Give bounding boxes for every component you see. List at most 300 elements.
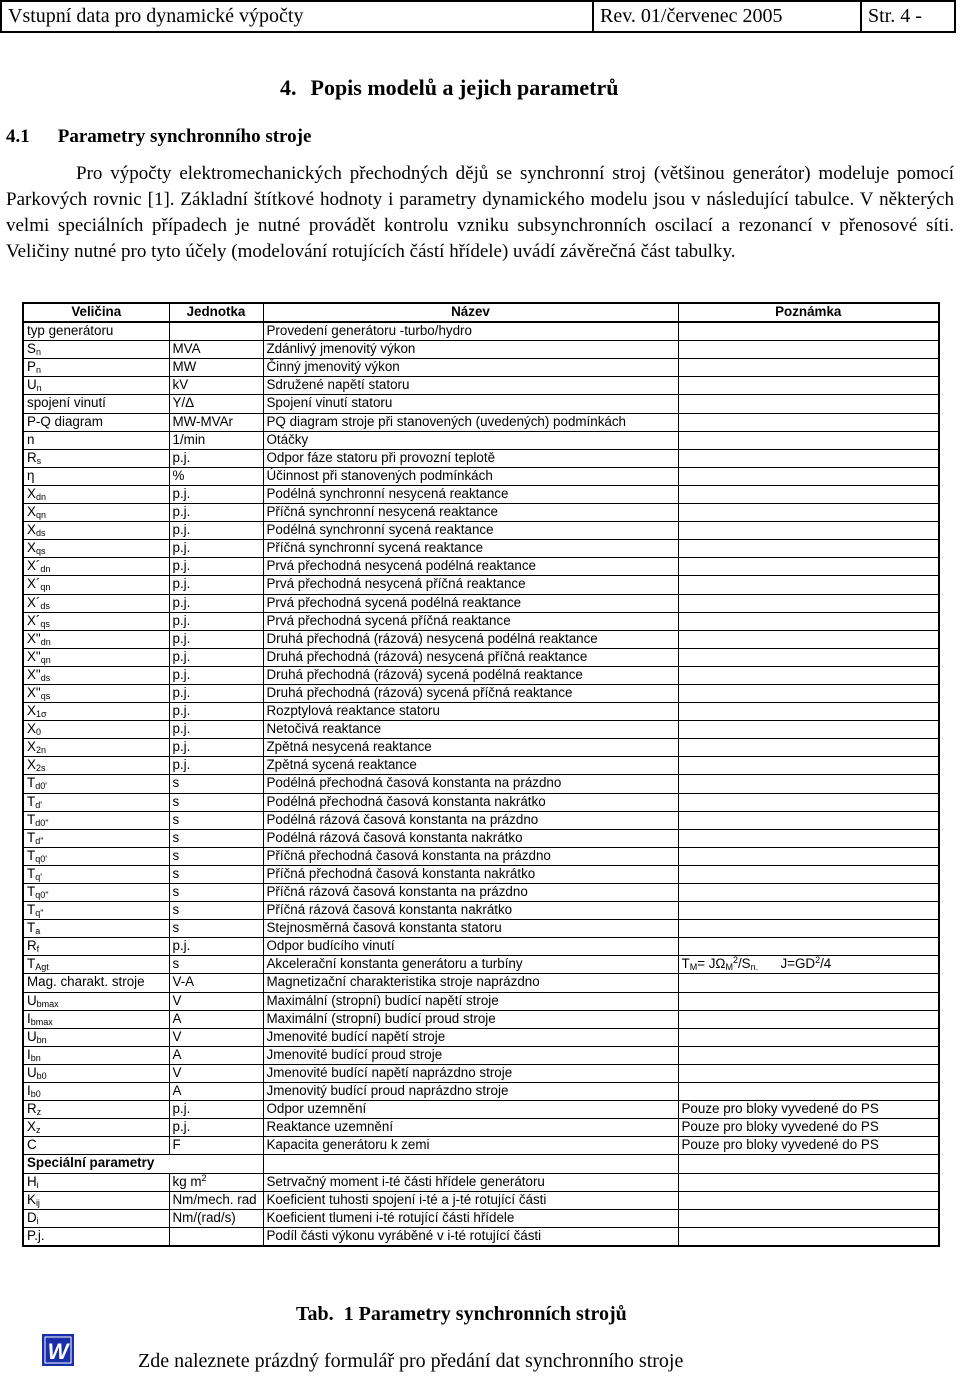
table-row	[23, 1209, 939, 1227]
table-row	[23, 793, 939, 811]
quantity-symbol: T	[27, 829, 36, 845]
cell-unit: F	[169, 1137, 263, 1155]
cell-unit: p.j.	[169, 938, 263, 956]
cell-unit: s	[169, 793, 263, 811]
table-row	[23, 992, 939, 1010]
cell-unit: V-A	[169, 974, 263, 992]
quantity-symbol: n	[27, 431, 35, 447]
cell-name: Netočivá reaktance	[263, 721, 678, 739]
quantity-symbol: T	[27, 775, 36, 791]
cell-quantity	[23, 902, 169, 920]
cell-name: Reaktance uzemnění	[263, 1119, 678, 1137]
quantity-symbol: X	[27, 739, 36, 755]
formula-part: /S	[737, 956, 751, 972]
cell-quantity	[23, 1083, 169, 1101]
cell-note	[678, 902, 939, 920]
cell-name: Jmenovité budící proud stroje	[263, 1046, 678, 1064]
note-text: Pouze pro bloky vyvedené do PS	[681, 1101, 879, 1117]
quantity-subscript: b0	[30, 1089, 41, 1100]
quantity-symbol: X	[27, 757, 36, 773]
cell-unit: Nm/(rad/s)	[169, 1209, 263, 1227]
quantity-symbol: spojení vinutí	[27, 395, 106, 411]
cell-quantity	[23, 847, 169, 865]
table-row	[23, 576, 939, 594]
cell-name: Příčná synchronní nesycená reaktance	[263, 504, 678, 522]
cell-name: Zdánlivý jmenovitý výkon	[263, 341, 678, 359]
cell-unit: p.j.	[169, 485, 263, 503]
cell-name: Prvá přechodná nesycená podélná reaktance	[263, 558, 678, 576]
quantity-symbol: D	[27, 1209, 37, 1225]
cell-unit: Y/Δ	[169, 395, 263, 413]
cell-unit: kV	[169, 377, 263, 395]
quantity-subscript: dn	[40, 564, 51, 575]
table-row	[23, 1101, 939, 1119]
cell-unit: s	[169, 811, 263, 829]
quantity-symbol: X	[27, 703, 36, 719]
quantity-subscript: ds	[35, 528, 46, 539]
cell-name: Setrvačný moment i-té části hřídele generátoru	[263, 1173, 678, 1191]
cell-note	[678, 938, 939, 956]
quantity-symbol: X´	[27, 576, 41, 592]
cell-quantity	[23, 1064, 169, 1082]
cell-note	[678, 811, 939, 829]
table-row	[23, 612, 939, 630]
cell-name: Jmenovitý budící proud naprázdno stroje	[263, 1083, 678, 1101]
quantity-subscript: bmax	[30, 1016, 53, 1027]
table-row	[23, 974, 939, 992]
cell-name: Akcelerační konstanta generátoru a turbíny	[263, 956, 678, 974]
cell-name: Příčná synchronní sycená reaktance	[263, 540, 678, 558]
quantity-symbol: S	[27, 341, 36, 357]
table-row	[23, 522, 939, 540]
cell-quantity	[23, 467, 169, 485]
cell-unit	[169, 1227, 263, 1246]
table-row	[23, 829, 939, 847]
quantity-subscript: s	[36, 455, 42, 466]
table-row	[23, 1064, 939, 1082]
table-row	[23, 1227, 939, 1246]
cell-quantity	[23, 1119, 169, 1137]
cell-unit: MW	[169, 359, 263, 377]
quantity-subscript: qn	[35, 510, 46, 521]
quantity-subscript: ds	[40, 672, 51, 683]
table-row	[23, 558, 939, 576]
cell-name: Koeficient tlumeni i-té rotující části hřídele	[263, 1209, 678, 1227]
special-params-title: Speciální parametry	[23, 1155, 263, 1173]
cell-unit: p.j.	[169, 666, 263, 684]
cell-unit: s	[169, 847, 263, 865]
cell-name: Maximální (stropní) budící proud stroje	[263, 1010, 678, 1028]
quantity-symbol: X	[27, 721, 36, 737]
table-row	[23, 703, 939, 721]
quantity-symbol: P-Q diagram	[27, 413, 103, 429]
cell-quantity	[23, 1209, 169, 1227]
cell-unit: p.j.	[169, 1119, 263, 1137]
cell-quantity	[23, 757, 169, 775]
cell-name: Prvá přechodná sycená podélná reaktance	[263, 594, 678, 612]
cell-name	[263, 1155, 678, 1173]
cell-name: Prvá přechodná nesycená příčná reaktance	[263, 576, 678, 594]
cell-note	[678, 648, 939, 666]
quantity-symbol: I	[27, 1083, 31, 1099]
inertia-formula	[682, 956, 832, 971]
cell-quantity	[23, 829, 169, 847]
quantity-symbol: T	[27, 884, 36, 899]
cell-note	[678, 540, 939, 558]
cell-unit: p.j.	[169, 1101, 263, 1119]
cell-unit: s	[169, 884, 263, 902]
table-row	[23, 431, 939, 449]
cell-note	[678, 956, 939, 974]
quantity-subscript: 1σ	[35, 709, 47, 720]
cell-note	[678, 322, 939, 341]
cell-unit: p.j.	[169, 558, 263, 576]
cell-unit: s	[169, 865, 263, 883]
cell-name: Příčná rázová časová konstanta nakrátko	[263, 902, 678, 920]
cell-note	[678, 1191, 939, 1209]
quantity-subscript: qs	[40, 618, 50, 629]
quantity-subscript: d''	[35, 835, 44, 846]
cell-quantity	[23, 594, 169, 612]
table-row	[23, 449, 939, 467]
cell-name: Zpětná nesycená reaktance	[263, 739, 678, 757]
cell-note	[678, 341, 939, 359]
cell-note	[678, 576, 939, 594]
quantity-subscript: q0'	[35, 853, 47, 864]
cell-quantity	[23, 540, 169, 558]
cell-name: Podélná synchronní sycená reaktance	[263, 522, 678, 540]
quantity-symbol: η	[27, 467, 35, 483]
table-row	[23, 938, 939, 956]
quantity-symbol: R	[27, 938, 37, 954]
cell-name: Podélná přechodná časová konstanta na prázdno	[263, 775, 678, 793]
cell-name: Magnetizační charakteristika stroje naprázdno	[263, 974, 678, 992]
quantity-symbol: U	[27, 377, 37, 393]
quantity-symbol: X"	[27, 630, 41, 646]
quantity-subscript: qs	[35, 546, 46, 557]
table-row	[23, 775, 939, 793]
quantity-subscript: q'	[35, 871, 42, 882]
cell-note	[678, 1155, 939, 1173]
table-row	[23, 847, 939, 865]
cell-quantity: P.j.	[23, 1227, 169, 1246]
cell-name: PQ diagram stroje při stanovených (uvedených) podmínkách	[263, 413, 678, 431]
cell-name: Sdružené napětí statoru	[263, 377, 678, 395]
quantity-subscript: 0	[35, 727, 41, 738]
cell-unit: A	[169, 1046, 263, 1064]
cell-unit: MVA	[169, 341, 263, 359]
quantity-symbol: X	[27, 485, 36, 501]
table-row	[23, 630, 939, 648]
table-row	[23, 1083, 939, 1101]
cell-name: Rozptylová reaktance statoru	[263, 703, 678, 721]
table-row	[23, 467, 939, 485]
cell-note	[678, 1064, 939, 1082]
company-logo	[42, 1334, 74, 1366]
cell-note	[678, 467, 939, 485]
quantity-subscript: f	[36, 944, 40, 955]
cell-quantity	[23, 630, 169, 648]
cell-unit: s	[169, 775, 263, 793]
table-row	[23, 1173, 939, 1191]
table-row	[23, 504, 939, 522]
table-row	[23, 485, 939, 503]
table-row	[23, 1137, 939, 1155]
cell-note	[678, 757, 939, 775]
cell-name: Druhá přechodná (rázová) sycená podélná reaktance	[263, 666, 678, 684]
cell-note	[678, 1028, 939, 1046]
formula-sup: 2	[732, 955, 738, 966]
quantity-subscript: bn	[30, 1052, 41, 1063]
quantity-symbol: T	[27, 847, 36, 863]
cell-quantity	[23, 775, 169, 793]
quantity-symbol: X"	[27, 666, 41, 682]
quantity-symbol: R	[27, 1101, 37, 1117]
footer-link-text[interactable]: Zde naleznete prázdný formulář pro předání dat synchronního stroje	[138, 1350, 684, 1372]
table-row	[23, 1191, 939, 1209]
cell-quantity	[23, 1028, 169, 1046]
cell-note	[678, 1083, 939, 1101]
cell-name: Příčná rázová časová konstanta na prázdno	[263, 884, 678, 902]
cell-note	[678, 920, 939, 938]
cell-name: Podélná rázová časová konstanta nakrátko	[263, 829, 678, 847]
table-row	[23, 739, 939, 757]
cell-unit: p.j.	[169, 630, 263, 648]
quantity-symbol: X	[27, 522, 36, 538]
cell-note	[678, 485, 939, 503]
note-text: Pouze pro bloky vyvedené do PS	[681, 1137, 879, 1153]
cell-unit: V	[169, 1028, 263, 1046]
table-row	[23, 413, 939, 431]
cell-unit: p.j.	[169, 576, 263, 594]
cell-quantity	[23, 739, 169, 757]
cell-unit: V	[169, 1064, 263, 1082]
quantity-symbol: T	[27, 920, 36, 936]
cell-note	[678, 1046, 939, 1064]
table-row	[23, 721, 939, 739]
table-row	[23, 1046, 939, 1064]
table-row	[23, 811, 939, 829]
cell-quantity	[23, 377, 169, 395]
quantity-symbol: U	[27, 992, 37, 1008]
cell-name: Prvá přechodná sycená příčná reaktance	[263, 612, 678, 630]
table-header-row	[23, 303, 939, 322]
formula-part: T	[681, 956, 690, 972]
table-row	[23, 1010, 939, 1028]
quantity-subscript: Agt	[35, 962, 49, 973]
page-header	[0, 0, 956, 33]
quantity-subscript: bmax	[36, 998, 59, 1009]
cell-unit: %	[169, 467, 263, 485]
quantity-symbol: K	[27, 1191, 36, 1207]
quantity-subscript: qs	[40, 690, 51, 701]
cell-name: Spojení vinutí statoru	[263, 395, 678, 413]
table-row	[23, 341, 939, 359]
cell-quantity	[23, 1137, 169, 1155]
cell-unit: s	[169, 956, 263, 974]
cell-note	[678, 1010, 939, 1028]
quantity-subscript: ds	[40, 600, 50, 611]
table-row	[23, 648, 939, 666]
formula-sub: M	[725, 962, 733, 973]
unit-sup: 2	[201, 1173, 207, 1183]
formula-sub: M	[689, 962, 698, 973]
cell-unit: p.j.	[169, 739, 263, 757]
quantity-subscript: z	[36, 1107, 42, 1118]
cell-unit: s	[169, 902, 263, 920]
cell-name: Druhá přechodná (rázová) nesycená podélná reaktance	[263, 630, 678, 648]
cell-name: Maximální (stropní) budící napětí stroje	[263, 992, 678, 1010]
logo-letter: W	[47, 1339, 69, 1364]
quantity-subscript: q''	[35, 908, 44, 919]
cell-quantity	[23, 793, 169, 811]
cell-name: Otáčky	[263, 431, 678, 449]
header-title: Vstupní data pro dynamické výpočty	[2, 2, 594, 31]
intro-paragraph: Pro výpočty elektromechanických přechodných dějů se synchronní stroj (většinou generátor) modeluje pomocí Parkových rovnic [1]. Základní štítkové hodnoty i parametry dynamického modelu jsou v následující tabulce. V některých velmi speciálních případech je nutné provádět kontrolu vzniku subsynchronních oscilací a rezonancí v přenosové síti. Veličiny nutné pro tyto účely (modelování rotujících částí hřídele) uvádí závěrečná část tabulky.	[6, 163, 954, 262]
cell-unit	[169, 1173, 263, 1191]
cell-unit: p.j.	[169, 540, 263, 558]
quantity-symbol: X	[27, 504, 36, 520]
table-row	[23, 594, 939, 612]
cell-note	[678, 612, 939, 630]
cell-name: Kapacita generátoru k zemi	[263, 1137, 678, 1155]
subsection-heading	[6, 126, 311, 148]
quantity-subscript: qn	[40, 654, 51, 665]
cell-name: Jmenovité budící napětí naprázdno stroje	[263, 1064, 678, 1082]
cell-name: Podíl části výkonu vyráběné v i-té rotující části	[263, 1227, 678, 1246]
cell-quantity	[23, 684, 169, 702]
cell-quantity	[23, 359, 169, 377]
table-row	[23, 902, 939, 920]
cell-quantity	[23, 992, 169, 1010]
cell-unit: p.j.	[169, 449, 263, 467]
section-heading	[280, 75, 618, 101]
quantity-symbol: X	[27, 1119, 36, 1135]
cell-unit: p.j.	[169, 522, 263, 540]
cell-note	[678, 359, 939, 377]
section-title: Popis modelů a jejich parametrů	[310, 75, 619, 100]
formula-part: J=GD	[780, 956, 816, 972]
quantity-symbol: typ generátoru	[27, 323, 114, 339]
cell-note	[678, 992, 939, 1010]
quantity-subscript: d'	[35, 799, 42, 810]
cell-quantity	[23, 648, 169, 666]
cell-quantity	[23, 558, 169, 576]
cell-note	[678, 847, 939, 865]
table-row	[23, 377, 939, 395]
cell-name: Provedení generátoru -turbo/hydro	[263, 322, 678, 341]
unit-text: kg m	[172, 1173, 202, 1189]
cell-unit: p.j.	[169, 612, 263, 630]
quantity-symbol: X	[27, 540, 36, 556]
cell-note	[678, 793, 939, 811]
table-row	[23, 666, 939, 684]
cell-note	[678, 377, 939, 395]
cell-note	[678, 413, 939, 431]
cell-quantity	[23, 703, 169, 721]
cell-unit	[169, 322, 263, 341]
cell-note	[678, 594, 939, 612]
table-body	[23, 322, 939, 1246]
parameters-table	[22, 302, 940, 1247]
cell-name: Podélná rázová časová konstanta na prázdno	[263, 811, 678, 829]
cell-quantity	[23, 920, 169, 938]
cell-quantity	[23, 956, 169, 974]
cell-note	[678, 1119, 939, 1137]
subsection-title: Parametry synchronního stroje	[57, 126, 312, 147]
cell-name: Účinnost při stanovených podmínkách	[263, 467, 678, 485]
cell-note	[678, 1173, 939, 1191]
cell-name: Koeficient tuhosti spojení i-té a j-té rotující části	[263, 1191, 678, 1209]
table-row	[23, 359, 939, 377]
cell-note	[678, 431, 939, 449]
header-note: Poznámka	[678, 303, 939, 322]
cell-name: Stejnosměrná časová konstanta statoru	[263, 920, 678, 938]
cell-quantity	[23, 485, 169, 503]
cell-unit: p.j.	[169, 684, 263, 702]
cell-quantity	[23, 721, 169, 739]
table-caption	[296, 1303, 627, 1326]
quantity-symbol: X"	[27, 648, 41, 664]
cell-unit: 1/min	[169, 431, 263, 449]
cell-quantity	[23, 1046, 169, 1064]
cell-name: Jmenovité budící napětí stroje	[263, 1028, 678, 1046]
cell-note	[678, 558, 939, 576]
quantity-subscript: dn	[40, 636, 51, 647]
quantity-symbol: I	[27, 1046, 31, 1062]
cell-note	[678, 1227, 939, 1246]
cell-unit: p.j.	[169, 757, 263, 775]
cell-name: Odpor budícího vinutí	[263, 938, 678, 956]
cell-note	[678, 974, 939, 992]
cell-quantity	[23, 612, 169, 630]
quantity-subscript: 2s	[35, 763, 46, 774]
quantity-subscript: n	[35, 365, 41, 376]
quantity-subscript: d0'	[35, 781, 47, 792]
header-quantity: Veličina	[23, 303, 169, 322]
cell-unit: s	[169, 829, 263, 847]
cell-note	[678, 721, 939, 739]
cell-unit: V	[169, 992, 263, 1010]
cell-quantity	[23, 865, 169, 883]
cell-quantity	[23, 413, 169, 431]
cell-unit: p.j.	[169, 594, 263, 612]
quantity-symbol: U	[27, 1064, 37, 1080]
cell-quantity	[23, 1191, 169, 1209]
header-unit: Jednotka	[169, 303, 263, 322]
cell-quantity	[23, 1173, 169, 1191]
cell-quantity	[23, 666, 169, 684]
table-row	[23, 920, 939, 938]
quantity-subscript: 2n	[35, 745, 46, 756]
table-row	[23, 757, 939, 775]
table-row	[23, 540, 939, 558]
cell-unit: p.j.	[169, 721, 263, 739]
cell-note	[678, 666, 939, 684]
cell-quantity	[23, 1010, 169, 1028]
quantity-subscript: b0	[36, 1070, 47, 1081]
caption-text: Parametry synchronních strojů	[358, 1303, 627, 1325]
cell-unit: p.j.	[169, 648, 263, 666]
cell-name: Odpor fáze statoru při provozní teplotě	[263, 449, 678, 467]
header-page: Str. 4 -	[868, 5, 922, 27]
section-number: 4.	[280, 75, 297, 100]
quantity-subscript: n	[35, 347, 41, 358]
table-row	[23, 1028, 939, 1046]
cell-note	[678, 775, 939, 793]
cell-note	[678, 703, 939, 721]
cell-note	[678, 829, 939, 847]
